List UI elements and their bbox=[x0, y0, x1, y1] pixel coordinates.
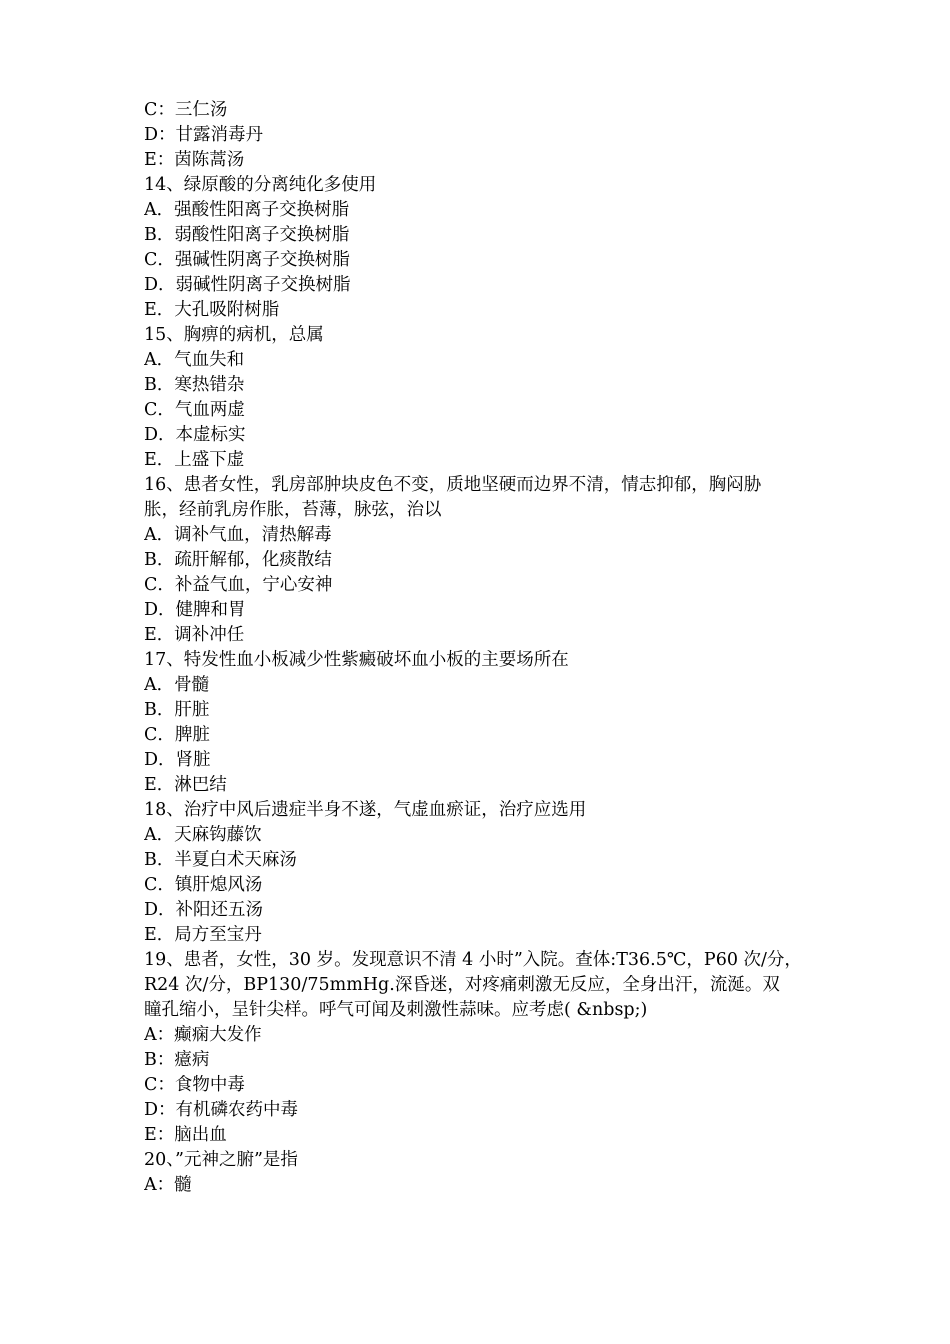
text-line: 14、绿原酸的分离纯化多使用 bbox=[144, 175, 377, 195]
text-line: E．淋巴结 bbox=[144, 775, 227, 795]
text-line: 20、”元神之腑”是指 bbox=[144, 1150, 298, 1170]
text-line: B．弱酸性阳离子交换树脂 bbox=[144, 225, 350, 245]
text-line: C．脾脏 bbox=[144, 725, 210, 745]
text-line: A．气血失和 bbox=[144, 350, 245, 370]
text-line: B．寒热错杂 bbox=[144, 375, 245, 395]
text-line: B．半夏白术天麻汤 bbox=[144, 850, 297, 870]
text-line: C．镇肝熄风汤 bbox=[144, 875, 263, 895]
text-line: D．健脾和胃 bbox=[144, 600, 246, 620]
text-line: D．弱碱性阴离子交换树脂 bbox=[144, 275, 351, 295]
text-line: A：髓 bbox=[144, 1175, 192, 1195]
text-line: B．疏肝解郁，化痰散结 bbox=[144, 550, 332, 570]
text-line: E．调补冲任 bbox=[144, 625, 245, 645]
text-line: C．气血两虚 bbox=[144, 400, 245, 420]
text-line: C：三仁汤 bbox=[144, 100, 228, 120]
text-line: D．本虚标实 bbox=[144, 425, 246, 445]
text-line: E：茵陈蒿汤 bbox=[144, 150, 245, 170]
text-line: E．大孔吸附树脂 bbox=[144, 300, 280, 320]
text-line: E．上盛下虚 bbox=[144, 450, 245, 470]
text-line: C．补益气血，宁心安神 bbox=[144, 575, 333, 595]
text-line: 18、治疗中风后遗症半身不遂，气虚血瘀证，治疗应选用 bbox=[144, 800, 587, 820]
text-line: B：癔病 bbox=[144, 1050, 210, 1070]
text-line: D：甘露消毒丹 bbox=[144, 125, 264, 145]
text-line: E．局方至宝丹 bbox=[144, 925, 262, 945]
text-line: A．调补气血，清热解毒 bbox=[144, 525, 332, 545]
text-line: B．肝脏 bbox=[144, 700, 210, 720]
text-line: 16、患者女性，乳房部肿块皮色不变，质地坚硬而边界不清，情志抑郁，胸闷胁 bbox=[144, 475, 762, 495]
text-line: 15、胸痹的病机，总属 bbox=[144, 325, 324, 345]
text-line: A．骨髓 bbox=[144, 675, 210, 695]
text-line: D．补阳还五汤 bbox=[144, 900, 264, 920]
text-line: E：脑出血 bbox=[144, 1125, 227, 1145]
text-line: C：食物中毒 bbox=[144, 1075, 245, 1095]
text-line: A．天麻钩藤饮 bbox=[144, 825, 262, 845]
text-line: 瞳孔缩小，呈针尖样。呼气可闻及刺激性蒜味。应考虑( &nbsp;) bbox=[144, 1000, 648, 1020]
text-line: 17、特发性血小板减少性紫癜破坏血小板的主要场所在 bbox=[144, 650, 569, 670]
document-body bbox=[144, 98, 824, 1198]
text-line: 胀，经前乳房作胀，苔薄，脉弦，治以 bbox=[144, 500, 442, 520]
text-line: R24 次/分，BP130/75mmHg.深昏迷，对疼痛刺激无反应，全身出汗，流涎。双 bbox=[144, 975, 780, 995]
text-line: D：有机磷农药中毒 bbox=[144, 1100, 299, 1120]
text-line: 19、患者，女性，30 岁。发现意识不清 4 小时”入院。查体:T36.5℃，P60 次/分， bbox=[144, 950, 802, 970]
text-line: A：癫痫大发作 bbox=[144, 1025, 262, 1045]
text-line: D．肾脏 bbox=[144, 750, 211, 770]
text-line: C．强碱性阴离子交换树脂 bbox=[144, 250, 350, 270]
text-line: A．强酸性阳离子交换树脂 bbox=[144, 200, 350, 220]
